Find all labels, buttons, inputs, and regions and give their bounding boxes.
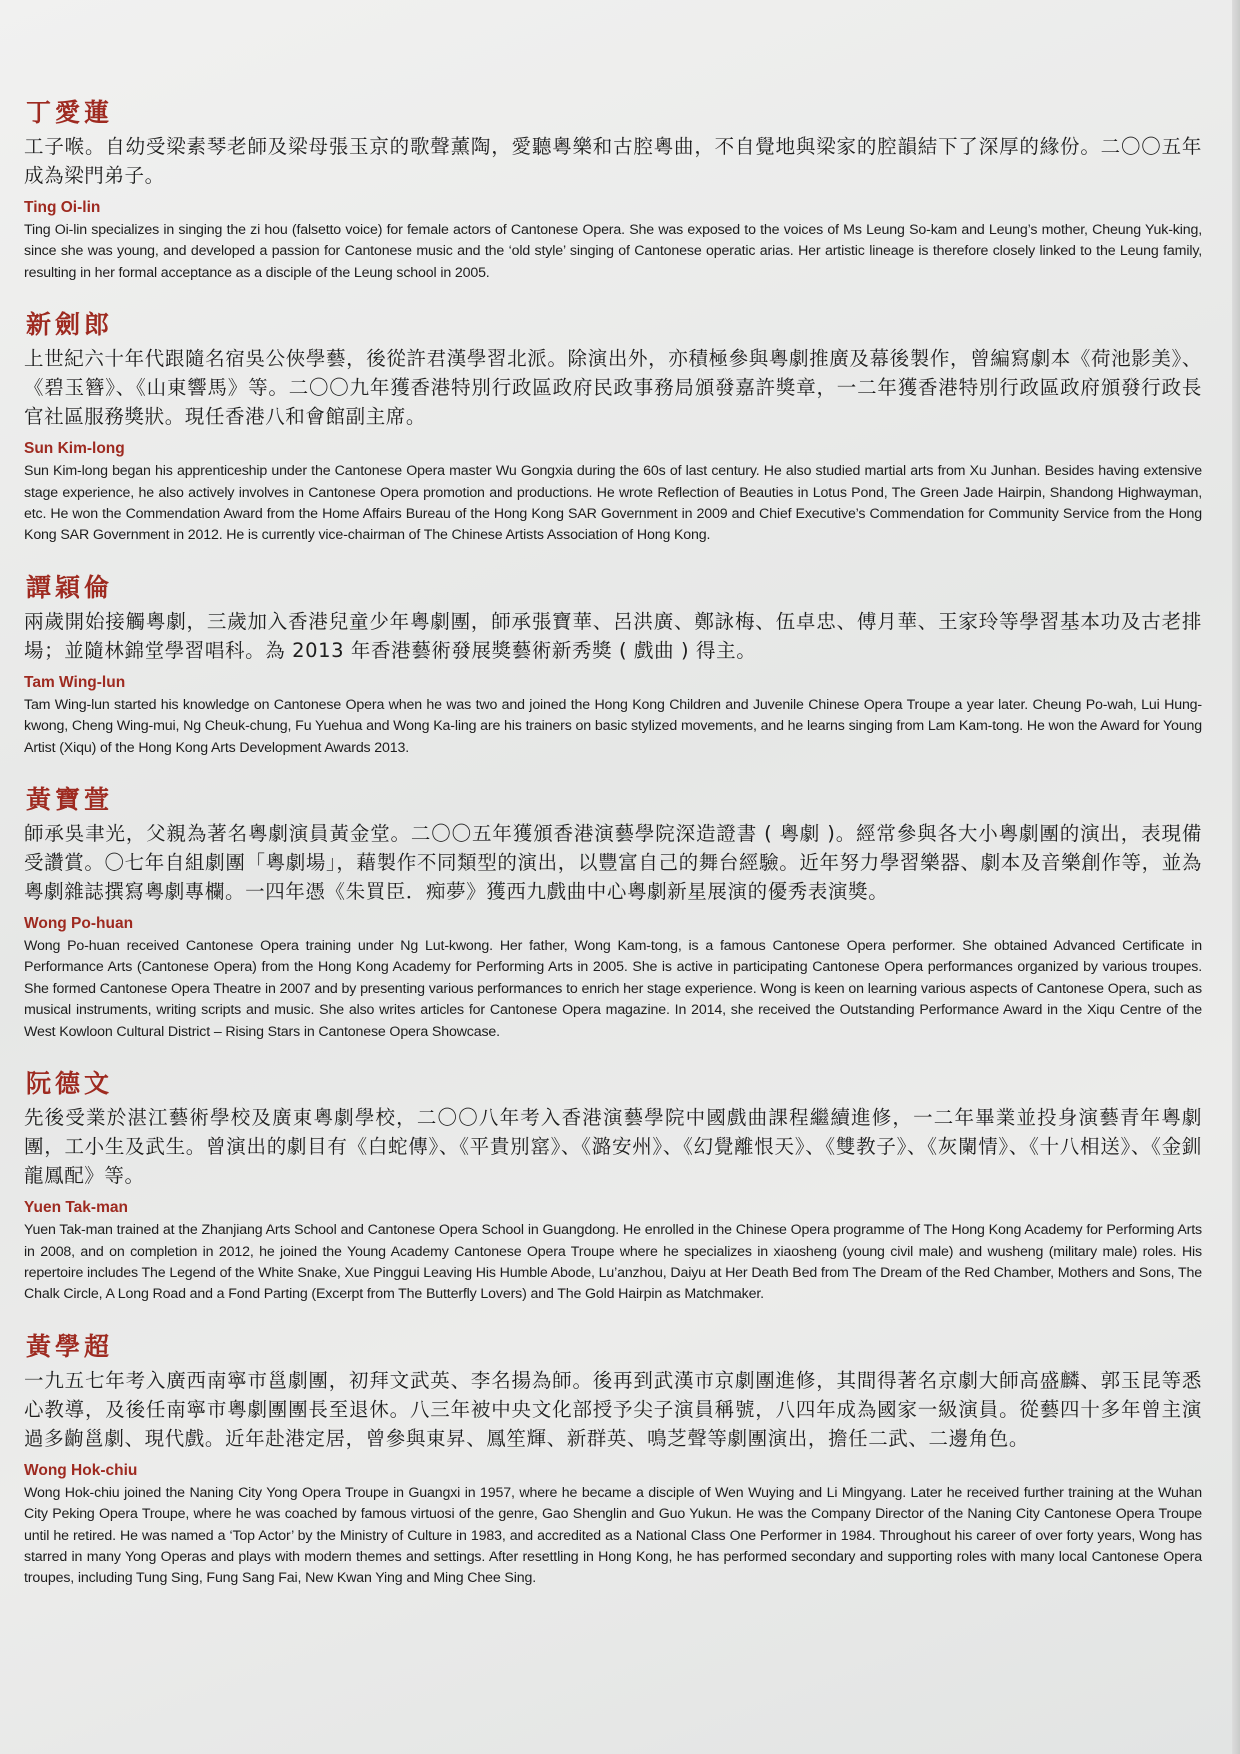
bio-wong-po-huan [24,785,1202,1043]
bio-ting-oi-lin [24,98,1202,284]
performer-name-english: Tam Wing-lun [24,673,126,691]
performer-name-chinese: 譚穎倫 [26,572,114,602]
bio-text-english: Wong Hok-chiu joined the Naning City Yong Opera Troupe in Guangxi in 1957, where he became a disciple of Wen Wuying and Li Mingyang. Later he received further training at the Wuhan City Peking Opera Troupe, where he was coached by famous virtuosi of the genre, Gao Shenglin and Guo Yukun. He was the Company Director of the Naning City Cantonese Opera Troupe until he retired. He was named a ‘Top Actor’ by the Ministry of Culture in 1983, and accredited as a National Class One Performer in 1984. Throughout his career of over forty years, Wong has starred in many Yong Operas and plays with modern themes and settings. After resettling in Hong Kong, he has performed secondary and supporting roles with many local Cantonese Opera troupes, including Tung Sing, Fung Sang Fai, New Kwan Ying and Ming Chee Sing. [24,1484,1202,1587]
page-edge-shadow [1232,0,1240,1754]
performer-name-chinese: 黃寶萱 [26,785,114,815]
bio-tam-wing-lun [24,573,1202,759]
bio-text-english: Sun Kim-long began his apprenticeship under the Cantonese Opera master Wu Gongxia during the 60s of last century. He also studied martial arts from Xu Junhan. Besides having extensive stage experience, he also actively involves in Cantonese Opera promotion and productions. He wrote Reflection of Beauties in Lotus Pond, The Green Jade Hairpin, Shandong Highwayman, etc. He won the Commendation Award from the Home Affairs Bureau of the Hong Kong SAR Government in 2009 and Chief Executive’s Commendation for Community Service from the Hong Kong SAR Government in 2012. He is currently vice-chairman of The Chinese Artists Association of Hong Kong. [24,463,1202,544]
performer-name-chinese: 阮德文 [26,1069,114,1099]
performer-name-english: Wong Hok-chiu [24,1461,138,1479]
bio-text-chinese: 師承吳聿光，父親為著名粵劇演員黃金堂。二〇〇五年獲頒香港演藝學院深造證書 ( 粵劇 )。經常參與各大小粵劇團的演出，表現備受讚賞。〇七年自組劇團「粵劇場」，藉製作不同類型的演出，以豐富自己的舞台經驗。近年努力學習樂器、劇本及音樂創作等，並為粵劇雜誌撰寫粵劇專欄。一四年憑《朱買臣．痴夢》獲西九戲曲中心粵劇新星展演的優秀表演獎。 [24,822,1202,904]
bio-text-english: Yuen Tak-man trained at the Zhanjiang Arts School and Cantonese Opera School in Guangdong. He enrolled in the Chinese Opera programme of The Hong Kong Academy for Performing Arts in 2008, and on completion in 2012, he joined the Young Academy Cantonese Opera Troupe where he specializes in xiaosheng (young civil male) and wusheng (military male) roles. His repertoire includes The Legend of the White Snake, Xue Pinggui Leaving His Humble Abode, Lu’anzhou, Daiyu at Her Death Bed from The Dream of the Red Chamber, Mothers and Sons, The Chalk Circle, A Long Road and a Fond Parting (Excerpt from The Butterfly Lovers) and The Gold Hairpin as Matchmaker. [24,1222,1202,1303]
performer-name-chinese: 新劍郎 [26,310,114,340]
performer-name-english: Ting Oi-lin [24,199,101,216]
bio-yuen-tak-man [24,1069,1202,1306]
performer-name-english: Yuen Tak-man [24,1199,128,1217]
performer-name-chinese: 丁愛蓮 [26,98,114,127]
bio-text-chinese: 一九五七年考入廣西南寧市邕劇團，初拜文武英、李名揚為師。後再到武漢市京劇團進修，其間得著名京劇大師高盛麟、郭玉昆等悉心教導，及後任南寧市粵劇團團長至退休。八三年被中央文化部授予尖子演員稱號，八四年成為國家一級演員。從藝四十多年曾主演過多齣邕劇、現代戲。近年赴港定居，曾參與東昇、鳳笙輝、新群英、鳴芝聲等劇團演出，擔任二武、二邊角色。 [24,1368,1202,1450]
bio-text-english: Wong Po-huan received Cantonese Opera training under Ng Lut-kwong. Her father, Wong Kam-tong, is a famous Cantonese Opera performer. She obtained Advanced Certificate in Performance Arts (Cantonese Opera) from the Hong Kong Academy for Performing Arts in 2005. She is active in participating Cantonese Opera performances organized by various troupes. She formed Cantonese Opera Theatre in 2007 and by presenting various performances to enrich her stage experience. Wong is keen on learning various aspects of Cantonese Opera, such as musical instruments, writing scripts and music. She also writes articles for Cantonese Opera magazine. In 2014, she received the Outstanding Performance Award in the Xiqu Centre of the West Kowloon Cultural District – Rising Stars in Cantonese Opera Showcase. [24,938,1202,1040]
performer-name-chinese: 黃學超 [26,1331,114,1361]
bio-text-chinese: 上世紀六十年代跟隨名宿吳公俠學藝，後從許君漢學習北派。除演出外，亦積極參與粵劇推廣及幕後製作，曾編寫劇本《荷池影美》、《碧玉簪》、《山東響馬》等。二〇〇九年獲香港特別行政區政府民政事務局頒發嘉許獎章，一二年獲香港特別行政區政府頒發行政長官社區服務獎狀。現任香港八和會館副主席。 [24,347,1202,429]
bio-sun-kim-long [24,310,1202,547]
performer-name-english: Wong Po-huan [24,915,134,933]
bio-text-chinese: 工子喉。自幼受梁素琴老師及梁母張玉京的歌聲薰陶，愛聽粵樂和古腔粵曲，不自覺地與梁家的腔韻結下了深厚的緣份。二〇〇五年成為梁門弟子。 [24,135,1202,187]
bio-text-chinese: 先後受業於湛江藝術學校及廣東粵劇學校，二〇〇八年考入香港演藝學院中國戲曲課程繼續進修，一二年畢業並投身演藝青年粵劇團，工小生及武生。曾演出的劇目有《白蛇傳》、《平貴別窰》、《潞安州》、《幻覺離恨天》、《雙教子》、《灰闌情》、《十八相送》、《金釧龍鳳配》等。 [24,1106,1202,1188]
bio-text-chinese: 兩歲開始接觸粵劇，三歲加入香港兒童少年粵劇團，師承張寶華、呂洪廣、鄭詠梅、伍卓忠、傅月華、王家玲等學習基本功及古老排場；並隨林錦堂學習唱科。為 2013 年香港藝術發展獎藝術新秀獎 ( 戲曲 ) 得主。 [24,609,1202,662]
performer-name-english: Sun Kim-long [24,440,125,458]
bio-text-english: Tam Wing-lun started his knowledge on Cantonese Opera when he was two and joined the Hong Kong Children and Juvenile Chinese Opera Troupe a year later. Cheung Po-wah, Lui Hung-kwong, Cheng Wing-mui, Ng Cheuk-chung, Fu Yuehua and Wong Ka-ling are his trainers on basic stylized movements, and he learns singing from Lam Kam-tong. He won the Award for Young Artist (Xiqu) of the Hong Kong Arts Development Awards 2013. [24,696,1202,756]
bio-text-english: Ting Oi-lin specializes in singing the zi hou (falsetto voice) for female actors of Cantonese Opera. She was exposed to the voices of Ms Leung So-kam and Leung’s mother, Cheung Yuk-king, since she was young, and developed a passion for Cantonese music and the ‘old style’ singing of Cantonese operatic arias. Her artistic lineage is therefore closely linked to the Leung family, resulting in her formal acceptance as a disciple of the Leung school in 2005. [24,222,1202,281]
bio-wong-hok-chiu [24,1332,1202,1590]
